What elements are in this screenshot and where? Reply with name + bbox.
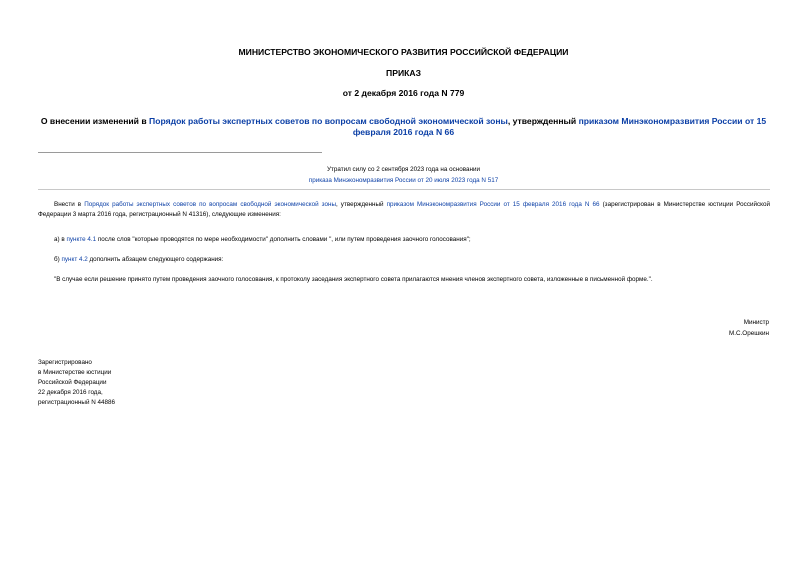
title-text-1: О внесении изменений в [40,116,150,126]
status-link-line [0,176,807,186]
p2-link-clause-4-1[interactable]: пункте 4.1 [66,236,97,243]
title-link-procedure[interactable]: Порядок работы экспертных советов по вопросам свободной экономической зоны [149,116,508,126]
document-type: ПРИКАЗ [386,68,421,78]
paragraph-a [54,235,770,245]
status-link-order-517[interactable]: приказа Минэкономразвития России от 20 июля 2023 года N 517 [308,177,499,184]
signature-position: Министр [743,319,769,326]
registration-line: 22 декабря 2016 года, [38,389,103,396]
registration-line: Зарегистрировано [38,359,92,366]
title-text-2: , утвержденный [507,116,579,126]
p3-link-clause-4-2[interactable]: пункт 4.2 [61,256,88,263]
registration-line: в Министерстве юстиции [38,369,112,376]
paragraph-intro [38,200,770,220]
paragraph-b [54,255,770,265]
document-date: от 2 декабря 2016 года N 779 [342,88,465,98]
paragraph-quote: "В случае если решение принято путем проведения заочного голосования, к протоколу заседания экспертного совета прилагаются мнения членов экспертного совета, изложенные в письменной форме.". [54,276,653,283]
p3-text-1: б) [54,256,62,263]
status-line: Утратил силу со 2 сентября 2023 года на основании [326,166,480,173]
p1-text-1: Внести в [54,201,85,208]
divider-full [38,189,770,190]
p3-text-2: дополнить абзацем следующего содержания: [87,256,224,263]
signature-name: М.С.Орешкин [729,330,769,337]
registration-line: регистрационный N 44886 [38,399,116,406]
p1-link-order-66[interactable]: приказом Минэкономразвития России от 15 февраля 2016 года N 66 [386,201,600,208]
p1-text-2: , утвержденный [335,201,387,208]
p1-text-3: (зарегистрирован в Министерстве юстиции Российской Федерации 3 марта 2016 года, регистрационный N 41316), следующие изменения: [38,201,770,218]
divider-short [38,152,322,153]
registration-line: Российской Федерации [38,379,107,386]
p2-text-1: а) в [54,236,67,243]
ministry-name: МИНИСТЕРСТВО ЭКОНОМИЧЕСКОГО РАЗВИТИЯ РОССИЙСКОЙ ФЕДЕРАЦИИ [238,47,569,57]
p2-text-2: после слов "которые проводятся по мере необходимости" дополнить словами ", или путем проведения заочного голосования"; [96,236,471,243]
p1-link-procedure[interactable]: Порядок работы экспертных советов по вопросам свободной экономической зоны [84,201,336,208]
title-link-order-66[interactable]: приказом Минэкономразвития России от 15 февраля 2016 года N 66 [352,116,767,137]
document-title [30,116,777,138]
